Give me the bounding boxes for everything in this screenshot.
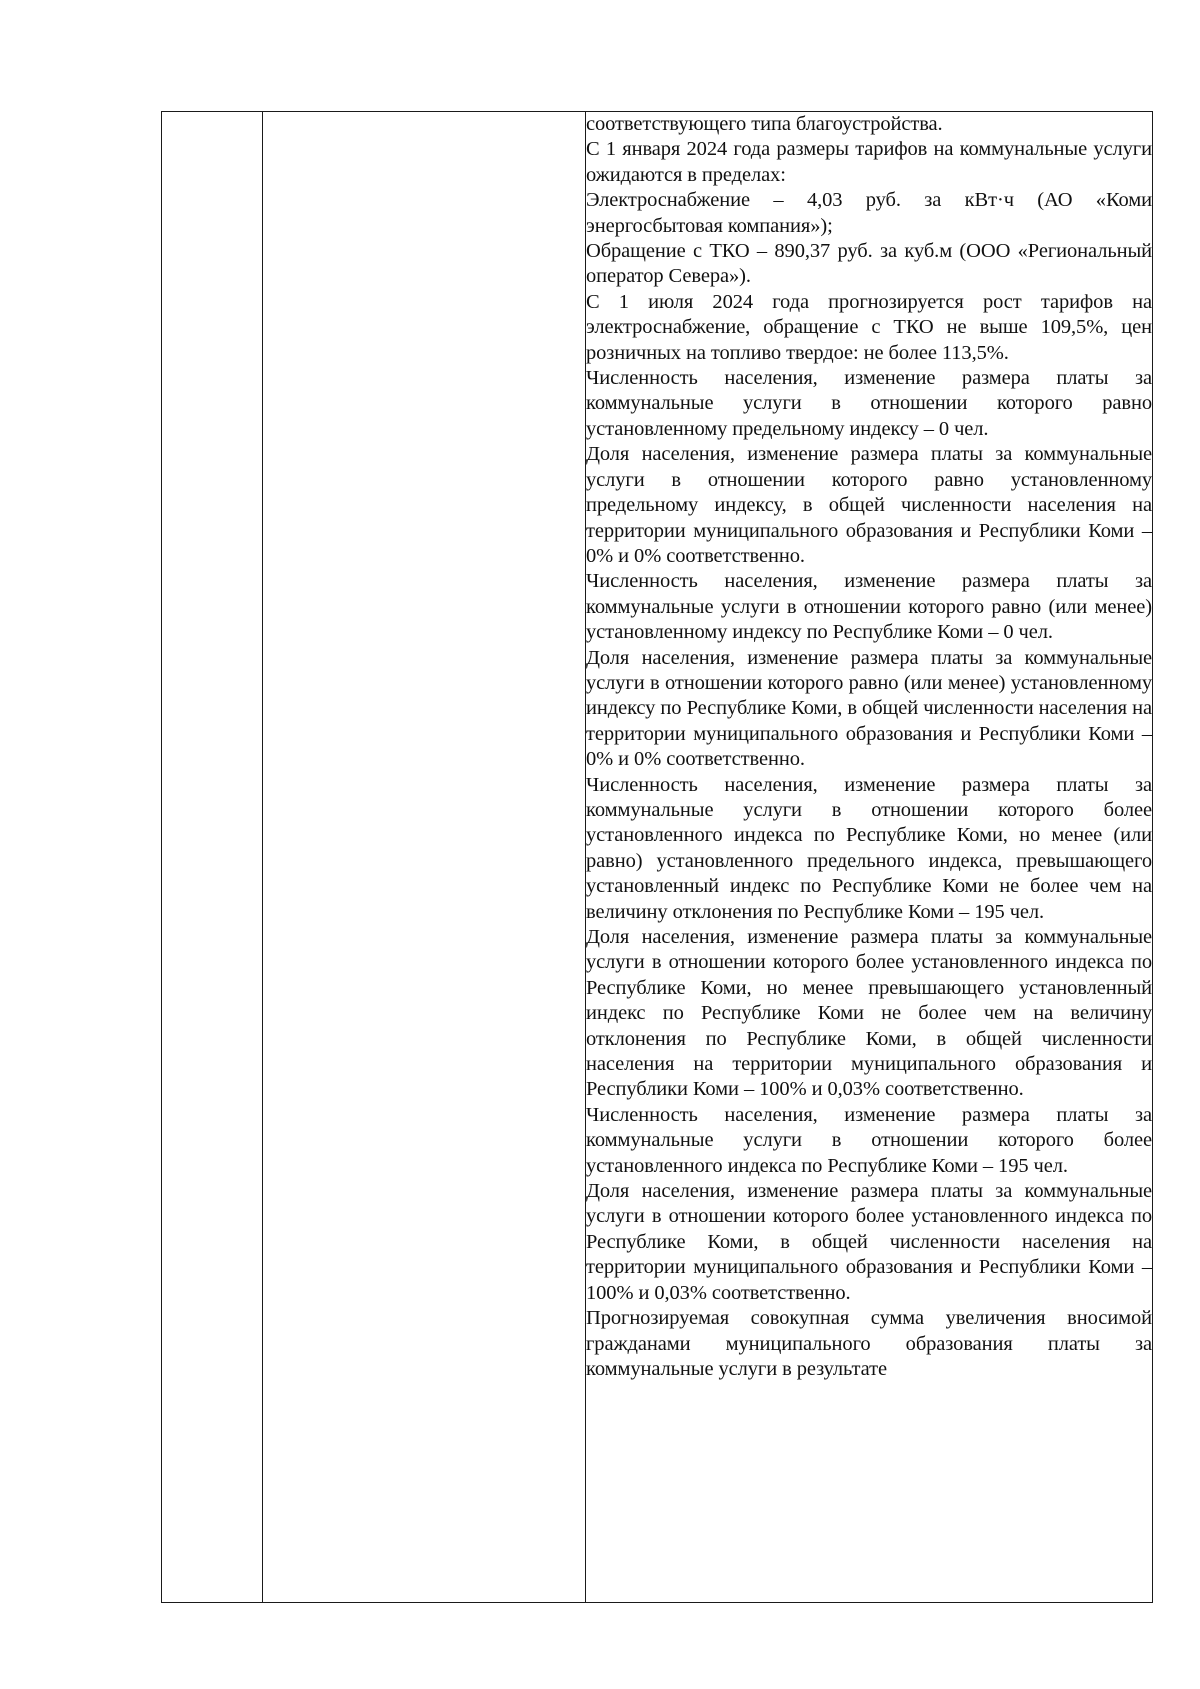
paragraph: Доля населения, изменение размера платы за коммунальные услуги в отношении которого более установленного индекса по Республике Коми, но менее превышающего установленный индекс по Республике Коми не более чем на величину отклонения по Республике Коми, в общей численности населения на территории муниципального образования и Республики Коми – 100% и 0,03% соответственно. [586, 926, 1152, 1101]
paragraph: С 1 января 2024 года размеры тарифов на коммунальные услуги ожидаются в пределах: [586, 138, 1152, 186]
table-cell-indicator [263, 112, 586, 1603]
paragraph: Численность населения, изменение размера платы за коммунальные услуги в отношении которого более установленного индекса по Республике Коми – 195 чел. [586, 1103, 1152, 1177]
paragraph: Доля населения, изменение размера платы за коммунальные услуги в отношении которого равно установленному предельному индексу, в общей численности населения на территории муниципального образования и Республики Коми – 0% и 0% соответственно. [586, 443, 1152, 567]
paragraph: Доля населения, изменение размера платы за коммунальные услуги в отношении которого более установленного индекса по Республике Коми, в общей численности населения на территории муниципального образования и Республики Коми – 100% и 0,03% соответственно. [586, 1180, 1152, 1304]
table-cell-description [586, 112, 1153, 1603]
table-row [162, 112, 1153, 1603]
paragraph: Доля населения, изменение размера платы за коммунальные услуги в отношении которого равно (или менее) установленному индексу по Республике Коми, в общей численности населения на территории муниципального образования и Республики Коми – 0% и 0% соответственно. [586, 646, 1152, 771]
table-cell-number [162, 112, 263, 1603]
paragraph: Электроснабжение – 4,03 руб. за кВт·ч (АО «Коми энергосбытовая компания»); [586, 189, 1152, 237]
paragraph: Обращение с ТКО – 890,37 руб. за куб.м (ООО «Региональный оператор Севера»). [586, 240, 1152, 288]
paragraph: С 1 июля 2024 года прогнозируется рост тарифов на электроснабжение, обращение с ТКО не выше 109,5%, цен розничных на топливо твердое: не более 113,5%. [586, 290, 1152, 364]
paragraph: Численность населения, изменение размера платы за коммунальные услуги в отношении которого равно (или менее) установленному индексу по Республике Коми – 0 чел. [586, 570, 1152, 644]
paragraph: соответствующего типа благоустройства. [586, 113, 943, 135]
paragraph: Численность населения, изменение размера платы за коммунальные услуги в отношении которого равно установленному предельному индексу – 0 чел. [586, 367, 1152, 440]
paragraph: Прогнозируемая совокупная сумма увеличения вносимой гражданами муниципального образования платы за коммунальные услуги в результате [586, 1307, 1152, 1380]
paragraph: Численность населения, изменение размера платы за коммунальные услуги в отношении которого более установленного индекса по Республике Коми, но менее (или равно) установленного предельного индекса, превышающего установленный индекс по Республике Коми не более чем на величину отклонения по Республике Коми – 195 чел. [586, 773, 1152, 923]
document-table [161, 111, 1153, 1603]
